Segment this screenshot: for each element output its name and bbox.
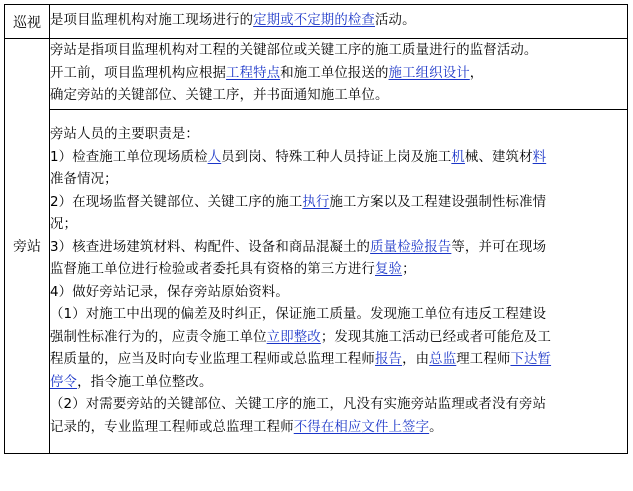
hyperlink[interactable]: 工程特点	[226, 65, 281, 81]
text-line	[50, 192, 627, 215]
definition-table	[4, 4, 628, 454]
table-row-pangzhan-duties	[5, 110, 628, 454]
text-line	[50, 259, 627, 282]
text-line	[50, 214, 627, 237]
hyperlink[interactable]: 施工组织设计	[388, 65, 470, 81]
term-cell: 旁站	[5, 39, 50, 454]
table-row-xunshi	[5, 5, 628, 39]
text-segment: 旁站人员的主要职责是：	[50, 127, 199, 142]
text-segment: 确定旁站的关键部位、关键工序，并书面通知施工单位。	[50, 88, 389, 104]
text-segment: 4）做好旁站记录，保存旁站原始资料。	[50, 284, 289, 300]
text-line	[50, 304, 627, 327]
hyperlink[interactable]: 停令	[50, 374, 78, 390]
text-line	[50, 124, 627, 147]
hyperlink[interactable]: 料	[532, 149, 547, 165]
text-segment: （1）对施工中出现的偏差及时纠正，保证施工质量。发现施工单位有违反工程建设	[50, 307, 547, 322]
text-segment: ；	[402, 262, 416, 277]
text-segment: （2）对需要旁站的关键部位、关键工序的施工，凡没有实施旁站监理或者没有旁站	[50, 397, 547, 412]
text-line	[50, 10, 627, 33]
text-line	[50, 282, 627, 305]
text-segment: 1）检查施工单位现场质检	[50, 149, 208, 165]
text-segment: 施工方案以及工程建设强制性标准情	[329, 194, 547, 210]
text-segment: 活动。	[374, 13, 416, 29]
text-segment: 是项目监理机构对施工现场进行的	[50, 13, 254, 29]
text-segment: 理工程师	[456, 352, 511, 367]
hyperlink[interactable]: 执行	[302, 194, 330, 210]
text-line	[50, 237, 627, 260]
hyperlink[interactable]: 下达暂	[510, 352, 552, 367]
term-cell: 巡视	[5, 5, 50, 39]
hyperlink[interactable]: 复验	[374, 262, 403, 277]
hyperlink[interactable]: 质量检验报告	[370, 239, 452, 255]
text-line	[50, 327, 627, 350]
text-line	[50, 63, 627, 86]
text-line	[50, 417, 627, 440]
hyperlink[interactable]: 报告	[374, 352, 403, 367]
text-segment: 3）核查进场建筑材料、构配件、设备和商品混凝土的	[50, 239, 371, 255]
text-segment: 况；	[50, 217, 78, 232]
text-segment: 和施工单位报送的	[280, 65, 389, 81]
text-segment: 旁站是指项目监理机构对工程的关键部位或关键工序的施工质量进行的监督活动。	[50, 43, 538, 59]
text-segment: 。	[429, 419, 443, 435]
text-segment: ，指令施工单位整改。	[77, 374, 213, 390]
text-segment: 准备情况；	[50, 172, 118, 187]
text-segment: ；发现其施工活动已经或者可能危及工	[320, 329, 552, 345]
text-segment: ，	[469, 65, 484, 81]
text-line	[50, 85, 627, 108]
definition-cell	[50, 110, 628, 454]
text-segment: 监督施工单位进行检验或者委托具有资格的第三方进行	[50, 262, 375, 277]
hyperlink[interactable]: 总监	[429, 352, 457, 367]
text-segment: 强制性标准行为的，应责令施工单位	[50, 329, 267, 345]
definition-cell	[50, 39, 628, 110]
hyperlink[interactable]: 定期或不定期的检查	[253, 13, 375, 29]
text-line	[50, 40, 627, 63]
text-line	[50, 372, 627, 395]
text-line	[50, 169, 627, 192]
definition-cell	[50, 5, 628, 39]
text-segment: 记录的，专业监理工程师或总监理工程师	[50, 419, 294, 435]
text-segment: 员到岗、特殊工种人员持证上岗及施工	[221, 149, 452, 165]
text-line	[50, 394, 627, 417]
hyperlink[interactable]: 立即整改	[266, 329, 321, 345]
text-line	[50, 349, 627, 372]
hyperlink[interactable]: 人	[207, 149, 222, 165]
text-segment: 程质量的，应当及时向专业监理工程师或总监理工程师	[50, 352, 375, 367]
text-segment: 等，并可在现场	[451, 239, 547, 255]
text-segment: 械、建筑材	[464, 149, 533, 165]
text-line	[50, 147, 627, 170]
text-segment: 开工前，项目监理机构应根据	[50, 65, 227, 81]
hyperlink[interactable]: 机	[451, 149, 465, 165]
hyperlink[interactable]: 不得在相应文件上签字	[293, 419, 430, 435]
text-segment: 2）在现场监督关键部位、关键工序的施工	[50, 194, 303, 210]
table-row-pangzhan-definition	[5, 39, 628, 110]
text-segment: ，由	[402, 352, 430, 367]
